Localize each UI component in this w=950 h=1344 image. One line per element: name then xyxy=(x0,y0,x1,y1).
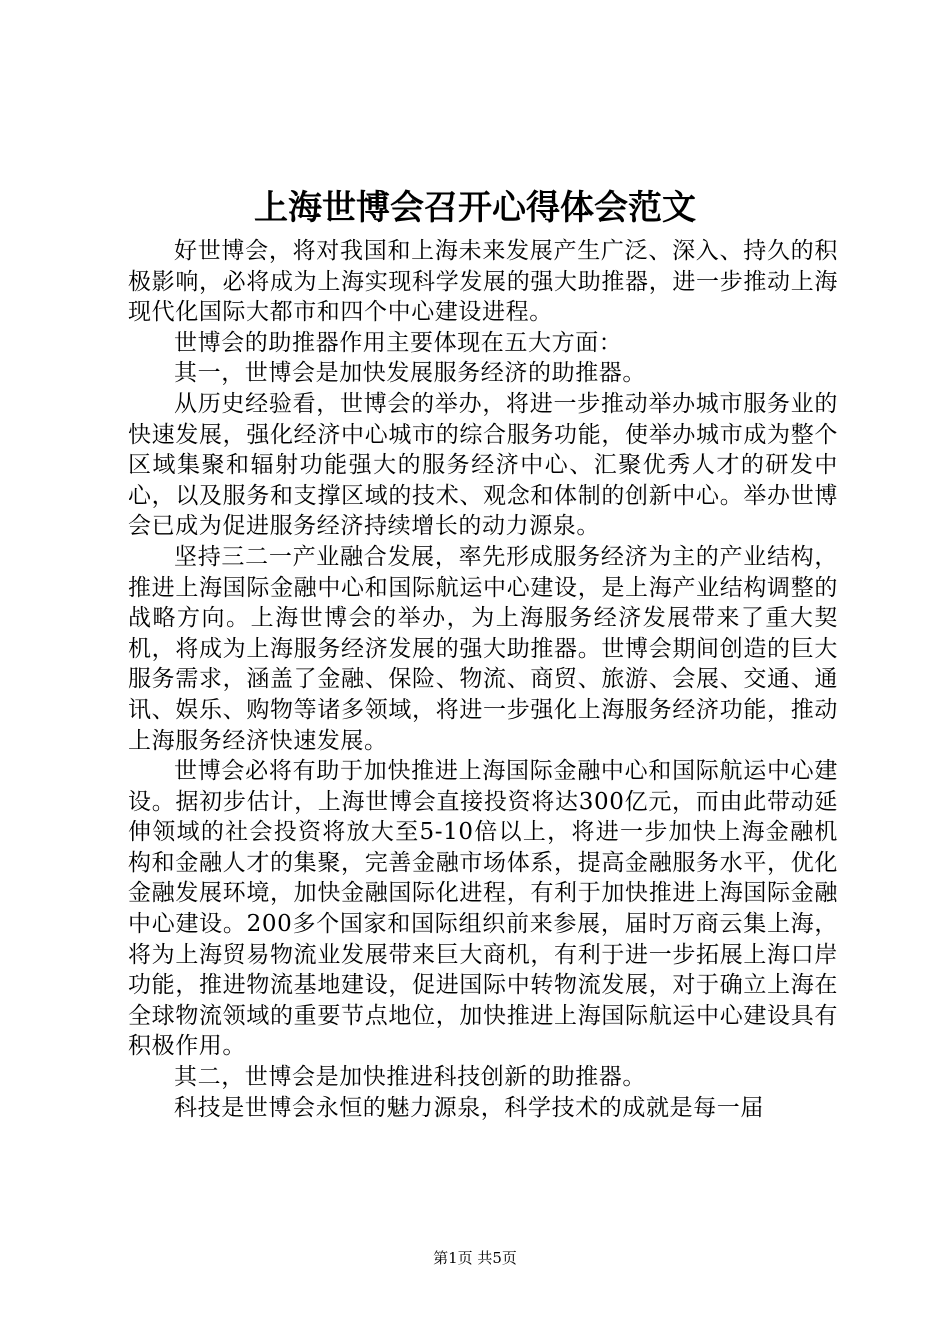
paragraph: 坚持三二一产业融合发展，率先形成服务经济为主的产业结构，推进上海国际金融中心和国际航运中心建设，是上海产业结构调整的战略方向。上海世博会的举办，为上海服务经济发展带来了重大契机，将成为上海服务经济发展的强大助推器。世博会期间创造的巨大服务需求，涵盖了金融、保险、物流、商贸、旅游、会展、交通、通讯、娱乐、购物等诸多领域，将进一步强化上海服务经济功能，推动上海服务经济快速发展。 xyxy=(128,543,838,754)
page-footer: 第1页 共5页 xyxy=(433,1249,517,1267)
paragraph: 世博会的助推器作用主要体现在五大方面： xyxy=(174,329,623,356)
document-body xyxy=(128,236,838,1123)
paragraph: 世博会必将有助于加快推进上海国际金融中心和国际航运中心建设。据初步估计，上海世博会直接投资将达300亿元，而由此带动延伸领域的社会投资将放大至5-10倍以上，将进一步加快上海金融机构和金融人才的集聚，完善金融市场体系，提高金融服务水平，优化金融发展环境，加快金融国际化进程，有利于加快推进上海国际金融中心建设。200多个国家和国际组织前来参展，届时万商云集上海，将为上海贸易物流业发展带来巨大商机，有利于进一步拓展上海口岸功能，推进物流基地建设，促进国际中转物流发展，对于确立上海在全球物流领域的重要节点地位，加快推进上海国际航运中心建设具有积极作用。 xyxy=(128,758,838,1060)
paragraph: 其一，世博会是加快发展服务经济的助推器。 xyxy=(174,360,646,387)
paragraph: 科技是世博会永恒的魅力源泉，科学技术的成就是每一届 xyxy=(174,1094,764,1121)
document-title: 上海世博会召开心得体会范文 xyxy=(254,188,696,228)
paragraph: 其二，世博会是加快推进科技创新的助推器。 xyxy=(174,1064,646,1091)
paragraph: 从历史经验看，世博会的举办，将进一步推动举办城市服务业的快速发展，强化经济中心城市的综合服务功能，使举办城市成为整个区域集聚和辐射功能强大的服务经济中心、汇聚优秀人才的研发中心，以及服务和支撑区域的技术、观念和体制的创新中心。举办世博会已成为促进服务经济持续增长的动力源泉。 xyxy=(128,390,838,540)
paragraph: 好世博会，将对我国和上海未来发展产生广泛、深入、持久的积极影响，必将成为上海实现科学发展的强大助推器，进一步推动上海现代化国际大都市和四个中心建设进程。 xyxy=(128,238,838,326)
